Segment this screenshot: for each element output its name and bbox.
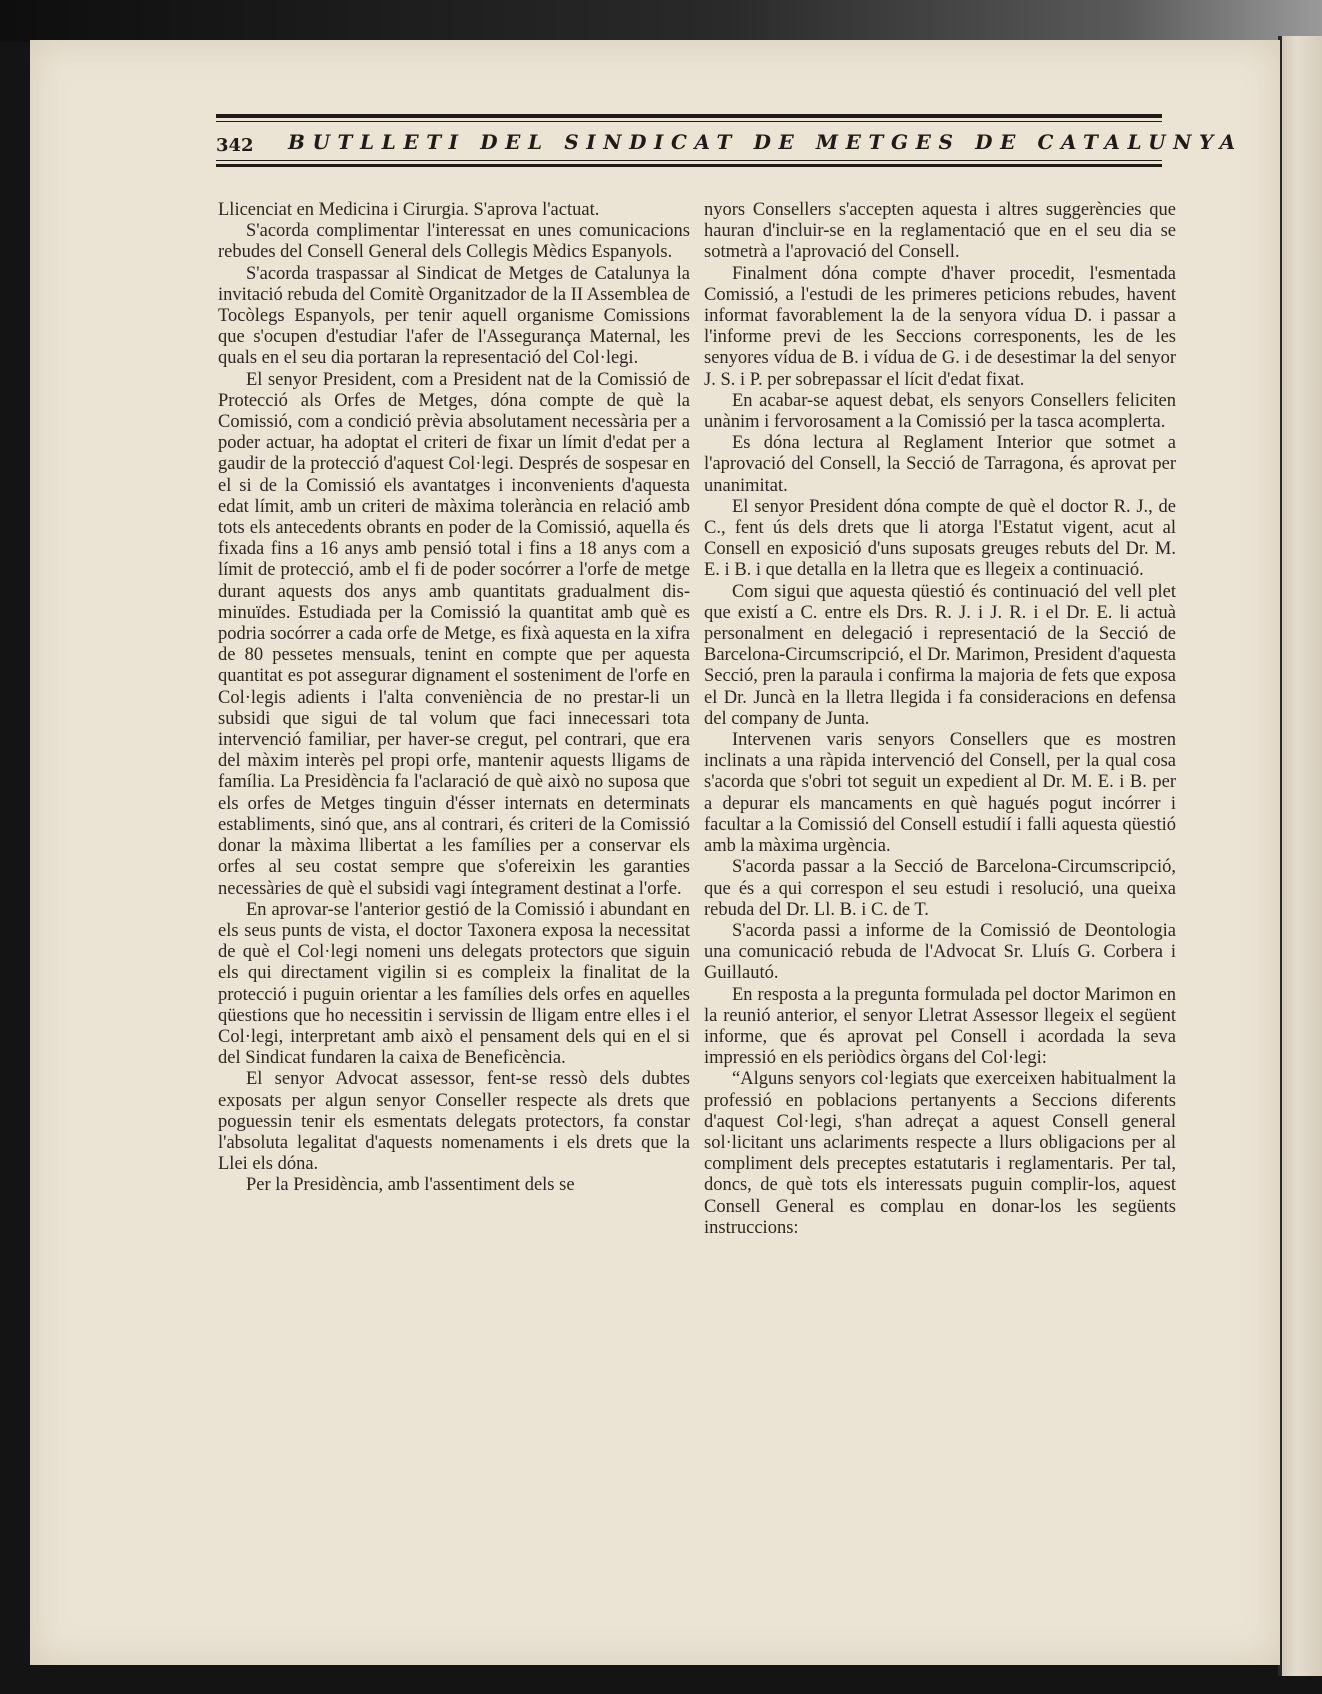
header-rule-bottom-thin: [216, 160, 1162, 161]
adjacent-page-edge: [1280, 36, 1322, 1676]
paragraph: El senyor President dóna compte de què el doctor R. J., de C., fent ús dels drets que li atorga l'Estatut vigent, acut al Consell en exposició d'uns suposats greuges rebuts del Dr. M. E. i B. i que detalla en la lletra que es llegeix a continuació.: [704, 496, 1176, 581]
paragraph: En resposta a la pregunta formulada pel doctor Marimon en la reunió anterior, el senyor Lletrat Assessor llegeix el següent informe, que és aprovat pel Consell i acordada la seva impressió en els periòdics òrgans del Col·legi:: [704, 984, 1176, 1069]
journal-title: BUTLLETI DEL SINDICAT DE METGES DE CATALUNYA: [288, 130, 1243, 154]
header-rule-top-thin: [216, 121, 1162, 122]
paragraph: Llicenciat en Medicina i Cirurgia. S'aprova l'actuat.: [218, 200, 600, 220]
paragraph: S'acorda traspassar al Sindicat de Metges de Catalunya la invitació rebuda del Comitè Organitzador de la II Assemblea de Tocòlegs Espanyols, per tenir aquell organisme Comissions que s'ocupen d'estudiar l'afer de l'Assegurança Maternal, les quals en el seu dia portaran la representació del Col·legi.: [218, 263, 690, 369]
paragraph: Com sigui que aquesta qüestió és continuació del vell plet que existí a C. entre els Drs. R. J. i J. R. i el Dr. E. li actuà personalment en delegació i representació de la Secció de Barcelona-Circumscripció, el Dr. Marimon, President d'aquesta Secció, pren la paraula i confirma la majoria de fets que exposa el Dr. Juncà en la lletra llegida i fa consideracions en defensa del company de Junta.: [704, 581, 1176, 729]
header-rule-top-thick: [216, 114, 1162, 118]
paragraph: En aprovar-se l'anterior gestió de la Comissió i abundant en els seus punts de vista, el doctor Taxonera exposa la necessitat de què el Col·legi nomeni uns delegats protectors que siguin els qui directament vigilin si es compleix la finalitat de la protecció i puguin orientar a les famílies dels orfes en aquelles qüestions que ho necessitin i servissin de lligam entre elles i el Col·legi, interpretant amb això el pensament dels qui en el si del Sindicat fundaren la caixa de Beneficència.: [218, 899, 690, 1069]
paragraph: Intervenen varis senyors Consellers que es mostren inclinats a una ràpida intervenció del Consell, per la qual cosa s'acorda que s'obri tot seguit un expedient al Dr. M. E. i B. per a depurar els mancaments en què hagués pogut incórrer i facultar a la Comissió del Consell estudií i falli aquesta qüestió amb la màxima urgència.: [704, 730, 1176, 857]
paragraph: “Alguns senyors col·legiats que exerceixen habitualment la professió en poblacions pertanyents a Seccions diferents d'aquest Col·legi, s'han adreçat a aquest Consell general sol·licitant uns aclariments respecte a llurs obligacions per al compliment dels preceptes estatutaris i reglamentaris. Per tal, doncs, de què tots els interessats puguin complir-los, aquest Consell General es complau en donar-los les següents instruccions:: [704, 1069, 1176, 1238]
paragraph: Finalment dóna compte d'haver procedit, l'esmentada Comissió, a l'estudi de les primeres peticions rebudes, havent informat favorablement la de la senyora vídua D. i passar a l'informe previ de les Seccions corresponents, les de les senyores vídua de B. i vídua de G. i de desestimar la del senyor J. S. i P. per sobrepassar el lícit d'edat fixat.: [704, 263, 1176, 390]
scan-background-top: [0, 0, 1322, 42]
paragraph: Per la Presidència, amb l'assentiment dels se: [246, 1175, 575, 1196]
text-column-left: [218, 200, 690, 1197]
paragraph: S'acorda passar a la Secció de Barcelona-Circumscripció, que és a qui correspon el seu estudi i resolució, una queixa rebuda del Dr. Ll. B. i C. de T.: [704, 857, 1176, 920]
paragraph: El senyor President, com a President nat de la Comissió de Protecció als Orfes de Metges, dóna compte de què la Comissió, com a condició prèvia absolutament necessària per a poder actuar, ha adoptat el criteri de fixar un límit d'edat per a gaudir de la protecció d'aquest Col·legi. Després de sospesar en el si de la Comissió els avantatges i inconvenients d'aquesta edat límit, amb un criteri de màxima tolerància en relació amb tots els antecedents obrants en poder de la Comissió, aquella és fixada fins a 16 anys amb pensió total i fins a 18 anys com a límit de protecció, amb el fi de poder socórrer a l'orfe de metge durant aquests dos anys amb quantitats gradualment disminuïdes. Estudiada per la Comissió la quantitat amb què es podria socórrer a cada orfe de Metge, es fixà aquesta en la xifra de 80 pessetes mensuals, tenint en compte que per aquesta quantitat es pot assegurar dignament el sosteniment de l'orfe en Col·legis adients i l'alta conveniència de no prestar-li un subsidi que sigui de tal volum que faci innecessari tota intervenció familiar, per haver-se cregut, pel contrari, que era del màxim interès pel propi orfe, mantenir aquests lligams de família. La Presidència fa l'aclaració de què això no suposa que els orfes de Metges tinguin d'ésser internats en determinats establiments, sinó que, ans al contrari, és criteri de la Comissió donar la màxima llibertat a les famílies per a conservar els orfes al seu costat sempre que s'ofereixin les garanties necessàries de què el subsidi vagi íntegrament destinat a l'orfe.: [218, 369, 690, 899]
paragraph: S'acorda passi a informe de la Comissió de Deontologia una comunicació rebuda de l'Advocat Sr. Lluís G. Corbera i Guillautó.: [704, 920, 1176, 984]
paragraph: Es dóna lectura al Reglament Interior que sotmet a l'aprovació del Consell, la Secció de Tarragona, és aprovat per unanimitat.: [704, 433, 1176, 496]
paragraph: En acabar-se aquest debat, els senyors Consellers feliciten unànim i fervorosament a la Comissió per la tasca acomplerta.: [704, 390, 1176, 433]
page-number: 342: [216, 135, 254, 156]
text-column-right: [704, 200, 1176, 1239]
paragraph: nyors Consellers s'accepten aquesta i altres suggerències que hauran d'incluir-se en la reglamentació que en el seu dia se sotmetrà a l'aprovació del Consell.: [704, 200, 1176, 263]
running-header: [216, 114, 1243, 170]
paragraph: El senyor Advocat assessor, fent-se ressò dels dubtes exposats per algun senyor Conseller respecte als drets que poguessin tenir els esmentats delegats protectors, fa constar l'absoluta legalitat d'aquests nomenaments i els drets que la Llei els dóna.: [218, 1069, 690, 1175]
header-rule-bottom-thick: [216, 164, 1162, 167]
paragraph: S'acorda complimentar l'interessat en unes comunicacions rebudes del Consell General dels Collegis Mèdics Espanyols.: [218, 221, 690, 263]
